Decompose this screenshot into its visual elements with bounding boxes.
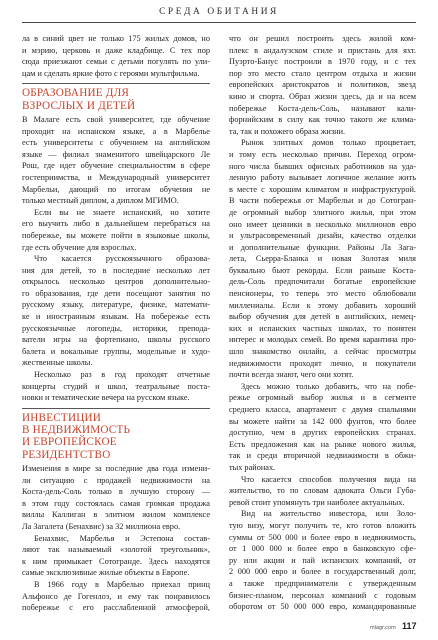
text-line: есть университеты с обучением на английском: [22, 138, 210, 148]
text-line: и дополнительные функции. Районы Ла Зага-: [229, 242, 416, 252]
text-line: ревой стоит упомянуть три наиболее актуальных.: [229, 497, 405, 507]
paragraph: [22, 463, 210, 533]
text-line: что он решил построить здесь жилой ком-: [229, 34, 416, 43]
text-line: оно имеет ценники в несколько миллионов евро: [229, 219, 416, 229]
text-line: тых районах.: [229, 462, 276, 472]
text-line: Что касается русскоязычного образова-: [34, 254, 210, 264]
text-line: ватели игры на фортепиано, школы русского: [22, 335, 210, 345]
text-line: ного числа бывших офисных работников на уда-: [229, 161, 416, 171]
text-line: В части побережья от Марбельи и до Сотогран-: [229, 196, 416, 206]
text-line: та, так и похожего образа жизни.: [229, 126, 346, 136]
paragraph: [22, 253, 210, 369]
text-line: шло знакомство онлайн, а сейчас просмотры: [229, 347, 416, 357]
text-line: и тому есть несколько причин. Переход огром-: [229, 149, 416, 159]
heading-line: И ЕВРОПЕЙСКОЕ: [22, 436, 117, 449]
text-line: Несколько раз в год проходят отчетные: [34, 370, 210, 380]
paragraph: [229, 508, 416, 612]
text-line: побережье, вы можете пойти в языковые школы,: [22, 230, 210, 240]
text-line: ли ситуацию с продажей недвижимости на: [22, 475, 210, 485]
text-line: кино и спорта. Образ жизни здесь, да и на всем: [229, 91, 416, 101]
text-line: к ним примыкает Сотогранде. Здесь находятся: [22, 556, 210, 566]
text-line: ла в синий цвет не только 175 жилых домов, но: [22, 34, 210, 43]
text-line: ленную работу вызывает логичное желание жить: [229, 173, 416, 183]
paragraph: [22, 33, 210, 79]
text-line: языке — филиал знаменитого швейцарского Ле: [22, 149, 210, 159]
text-line: интерес и молодых семей. Во время карантина про-: [229, 335, 416, 345]
text-line: ке и иностранным языкам. На побережье есть: [22, 312, 210, 322]
section-heading-investment: [22, 408, 210, 461]
text-line: среднего класса, апартамент с двумя спальнями: [229, 405, 416, 414]
text-line: так и среди вторичной недвижимости в обжи-: [229, 451, 416, 461]
text-line: новки и тематические вечера на русском языке.: [22, 393, 190, 403]
text-line: Что касается способов получения вида на: [241, 474, 416, 484]
text-line: Коста-дель-Соль только в лучшую сторону —: [22, 487, 210, 497]
text-line: Рош, где идет обучение специальностям в сфере: [22, 161, 210, 171]
text-line: только местный диплом, а диплом МГИМО.: [22, 196, 179, 206]
text-line: открылось несколько центров дополнительно-: [22, 277, 210, 287]
text-line: пенсионеры, то теперь это место облюбовали: [229, 289, 416, 299]
text-line: Марбельи, дающий по итогам обучения не: [22, 184, 210, 194]
text-line: жительство, то по словам адвоката Ольги Губа-: [229, 486, 416, 496]
text-line: тую визу, могут получить те, кто готов вложить: [229, 520, 416, 530]
text-line: ру или акции и пай испанских компаний, от: [229, 555, 416, 565]
text-line: форнийским в силу как точно такого же клима-: [229, 115, 416, 125]
text-line: и мэрию, церковь и даже кладбище. С тех пор: [22, 45, 210, 55]
text-line: проходит на испанском языке, а в Марбелье: [22, 126, 210, 136]
text-line: и ультрасовременный дизайн, качество отделки: [229, 231, 416, 241]
paragraph: [229, 137, 416, 380]
text-line: доступно, чем в других европейских странах.: [229, 428, 416, 438]
paragraph: [229, 474, 416, 509]
heading-line: ВЗРОСЛЫХ И ДЕТЕЙ: [22, 99, 136, 112]
text-line: буквально бьют рекорды. Если раньше Коста-: [229, 265, 416, 275]
heading-line: В НЕДВИЖИМОСТЬ: [22, 424, 131, 437]
text-line: суммы от 500 000 и более евро в недвижимость,: [229, 532, 416, 542]
header-divider: [22, 22, 416, 23]
text-line: вы можете найти за 142 000 фунтов, что более: [229, 416, 416, 426]
text-line: Если вы не знаете испанский, но хотите: [34, 207, 210, 217]
text-line: балета и вокальные группы, модельные и худо-: [22, 346, 210, 356]
heading-line: ОБРАЗОВАНИЕ ДЛЯ: [22, 87, 130, 100]
text-line: европейских аристократов и политиков, звезд: [229, 80, 416, 90]
text-line: ния для детей, то в последние несколько лет: [22, 265, 210, 275]
text-line: а также предприниматели с утвержденным: [229, 578, 416, 588]
text-line: его выучить либо в дальнейшем перебраться на: [22, 219, 210, 229]
page-number: 117: [402, 621, 417, 631]
text-line: Изменения в мире за последние два года измени-: [22, 464, 210, 473]
text-line: дель-Соль предпочитали богатые европейские: [229, 277, 416, 287]
heading-line: ИНВЕСТИЦИИ: [22, 411, 102, 424]
paragraph: [229, 381, 416, 474]
text-line: побережье Коста-дель-Соль, называют кали-: [229, 103, 416, 113]
text-line: режье огромный выбор жилья и в сегменте: [229, 393, 416, 403]
text-line: русскому языку, литературе, физике, математи-: [22, 300, 210, 310]
text-line: лета, Сьерра-Бланка и новая Золотая миля: [229, 254, 416, 264]
text-line: Ла Загалета (Бенахвис) за 32 миллиона евро.: [22, 521, 181, 531]
text-line: оборотом от 50 000 000 евро, командированные: [229, 602, 416, 612]
text-line: в месте с хорошим климатом и инфраструктурой.: [229, 184, 416, 194]
text-line: побережье с его расслабленной атмосферой,: [22, 603, 210, 613]
text-line: где есть обучение для взрослых.: [22, 242, 137, 252]
paragraph: [229, 33, 416, 137]
paragraph: [22, 369, 210, 404]
text-line: недвижимости проходят лично, и покупатели: [229, 358, 416, 368]
footer-website: mlagr.com: [370, 625, 396, 631]
text-line: сюда приезжают семьи с детьми погулять по ули-: [22, 57, 210, 67]
text-line: выбор обучения для детей в английских, немец-: [229, 312, 416, 322]
text-line: в этом году состоялась самая громкая продажа: [22, 498, 210, 508]
paragraph: [22, 579, 210, 614]
text-line: гостеприимства, и Международный университет: [22, 172, 210, 182]
left-column: [22, 33, 210, 614]
text-line: Рынок элитных домов только процветает,: [241, 138, 416, 148]
heading-line: РЕЗИДЕНТСТВО: [22, 448, 111, 461]
text-line: В 1966 году в Марбелью приехал принц: [34, 579, 210, 589]
text-line: Есть предложения как на рынке нового жилья,: [229, 439, 416, 449]
paragraph: [22, 207, 210, 253]
text-line: плекс в андалузском стиле и пристань для яхт.: [229, 45, 416, 55]
text-line: концерты студий и школ, театральные поста-: [22, 381, 210, 391]
text-line: го образования, где дети посещают занятия по: [22, 288, 210, 298]
text-line: В Малаге есть свой университет, где обучение: [22, 114, 210, 124]
text-line: Бенахвис, Марбелья и Эстепона состав-: [34, 533, 210, 543]
text-line: де огромный выбор элитного жилья, при этом: [229, 207, 416, 217]
text-line: ких и испанских частных школах, то понятен: [229, 323, 416, 333]
text-line: почти всегда знают, чего они хотят.: [229, 370, 354, 380]
text-line: Пуэрто-Банус построили в 1970 году, и с тех: [229, 57, 416, 67]
right-column: [229, 33, 416, 613]
text-line: бизнес-планом, персонал компаний с годовым: [229, 590, 416, 600]
paragraph: [22, 533, 210, 579]
text-line: самые эксклюзивные жилые объекты в Европе.: [22, 568, 190, 578]
text-line: жественные школы.: [22, 358, 93, 368]
text-line: 2 000 000 евро и более в государственный долг,: [229, 567, 416, 577]
text-line: Вид на жительство инвестора, или Золо-: [241, 509, 416, 519]
text-line: от 1 000 000 и более евро в банковскую сфе-: [229, 544, 416, 554]
text-line: Здесь можно только добавить, что на побе-: [241, 381, 416, 391]
paragraph: [22, 114, 210, 207]
text-line: виллы Каллиган в элитном жилом комплексе: [22, 510, 210, 520]
text-line: Альфонсо де Гогенлоэ, и ему так понравилось: [22, 591, 210, 601]
text-line: цам и сделать яркие фото с героями мультфильма.: [22, 68, 200, 78]
section-title: СРЕДА ОБИТАНИЯ: [159, 7, 279, 17]
text-line: русскоязычные логопеды, историки, препода-: [22, 323, 210, 333]
text-line: ляют так называемый «золотой треугольник»,: [22, 545, 210, 555]
section-heading-education: [22, 83, 210, 112]
text-line: пор это место стало центром отдыха и жизни: [229, 68, 416, 78]
text-line: миллениалы. Если к этому добавить хороший: [229, 300, 416, 310]
